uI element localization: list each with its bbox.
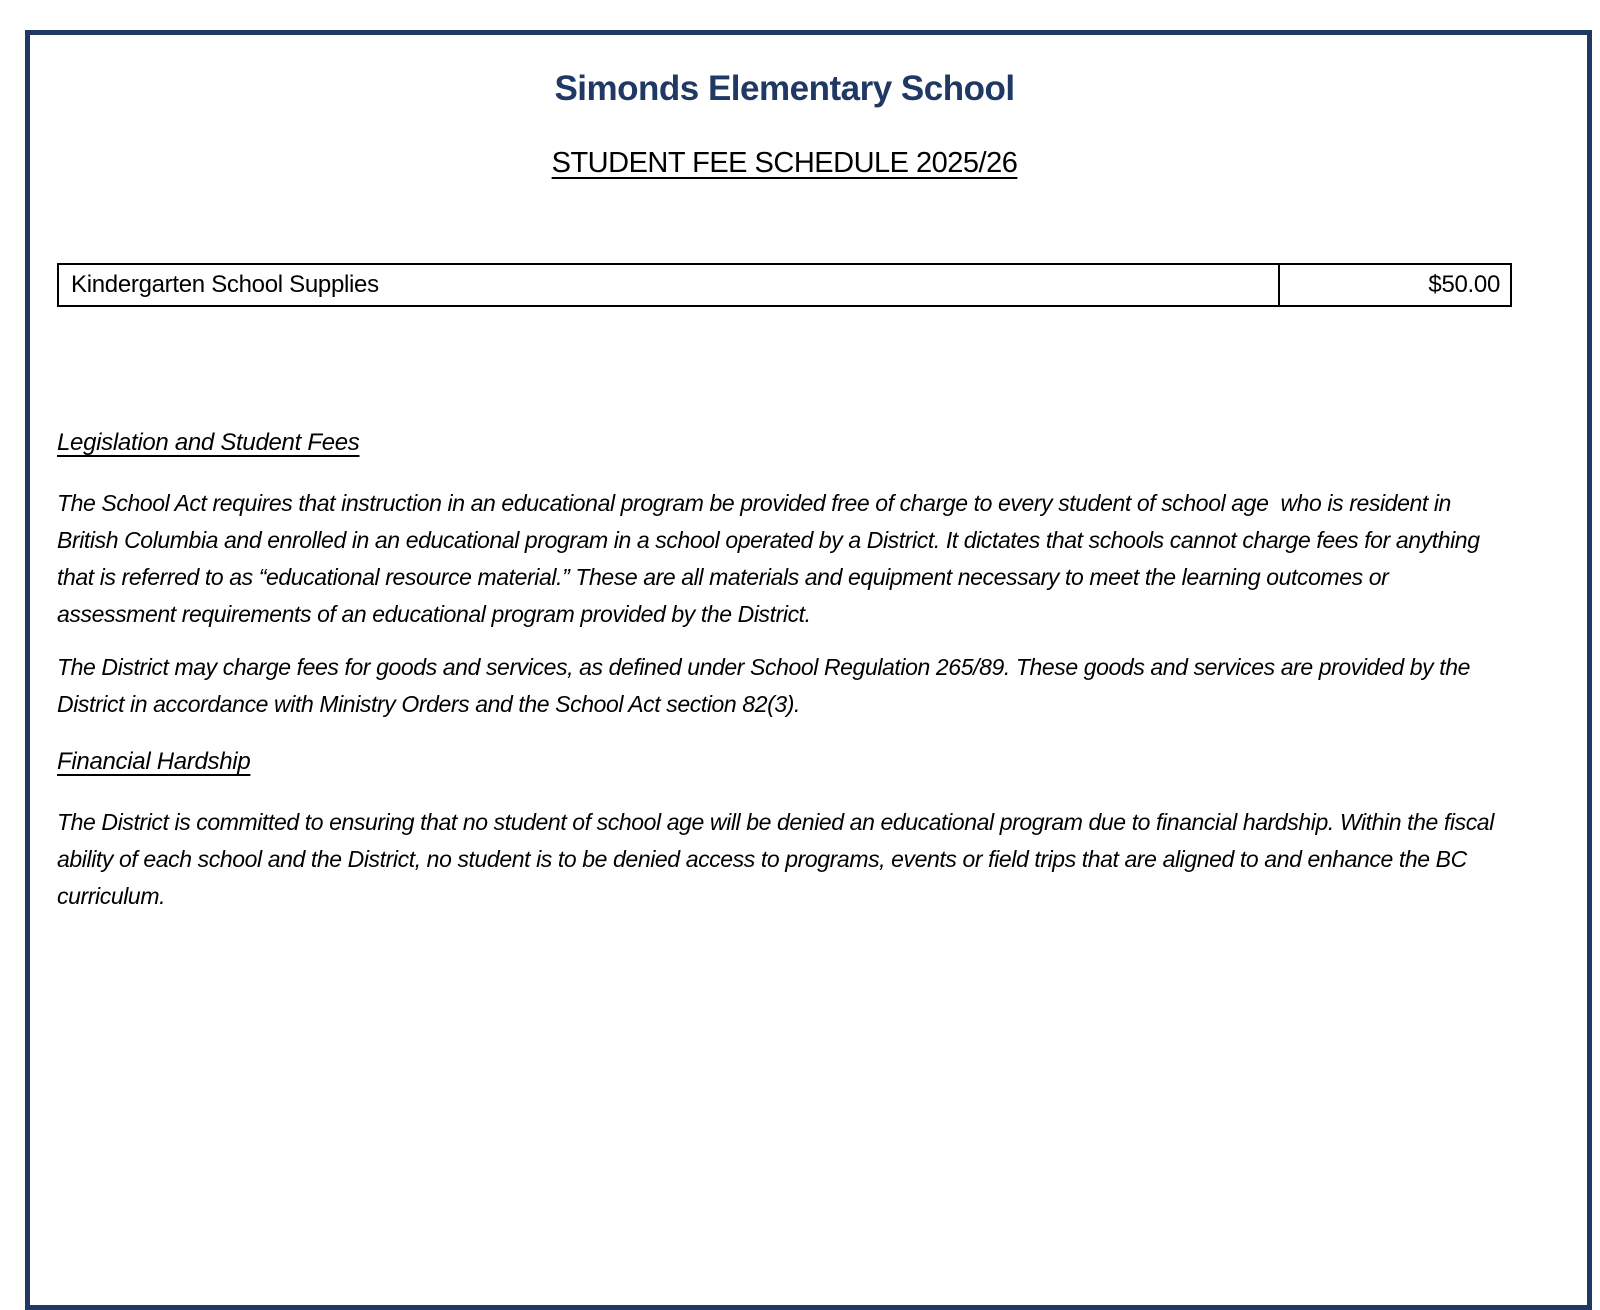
paragraph-financial-hardship: The District is committed to ensuring that no student of school age will be denied an educational program due to financial hardship. Within the fiscal ability of each school and the District, no student is to be denied access to programs, events or field trips that are aligned to and enhance the BC curriculum. (57, 809, 1500, 909)
document-content (30, 35, 1587, 915)
document-page (25, 30, 1592, 1310)
fee-table-row (58, 264, 1511, 306)
section-heading-legislation: Legislation and Student Fees (57, 429, 360, 456)
page-subtitle: STUDENT FEE SCHEDULE 2025/26 (551, 147, 1018, 179)
fee-amount-cell: $50.00 (1279, 264, 1511, 306)
fee-table (57, 263, 1512, 307)
section-heading-financial-hardship: Financial Hardship (57, 748, 251, 775)
paragraph-school-act: The School Act requires that instruction in an educational program be provided free of charge to every student of school age who is resident in British Columbia and enrolled in an educational program in a school operated by a District. It dictates that schools cannot charge fees for anything that is referred to as “educational resource material.” These are all materials and equipment necessary to meet the learning outcomes or assessment requirements of an educational program provided by the District. (57, 490, 1486, 627)
page-title: Simonds Elementary School (554, 69, 1015, 108)
paragraph-district-fees: The District may charge fees for goods and services, as defined under School Regulation 265/89. These goods and services are provided by the District in accordance with Ministry Orders and the School Act section 82(3). (57, 654, 1477, 717)
fee-item-cell: Kindergarten School Supplies (58, 264, 1279, 306)
